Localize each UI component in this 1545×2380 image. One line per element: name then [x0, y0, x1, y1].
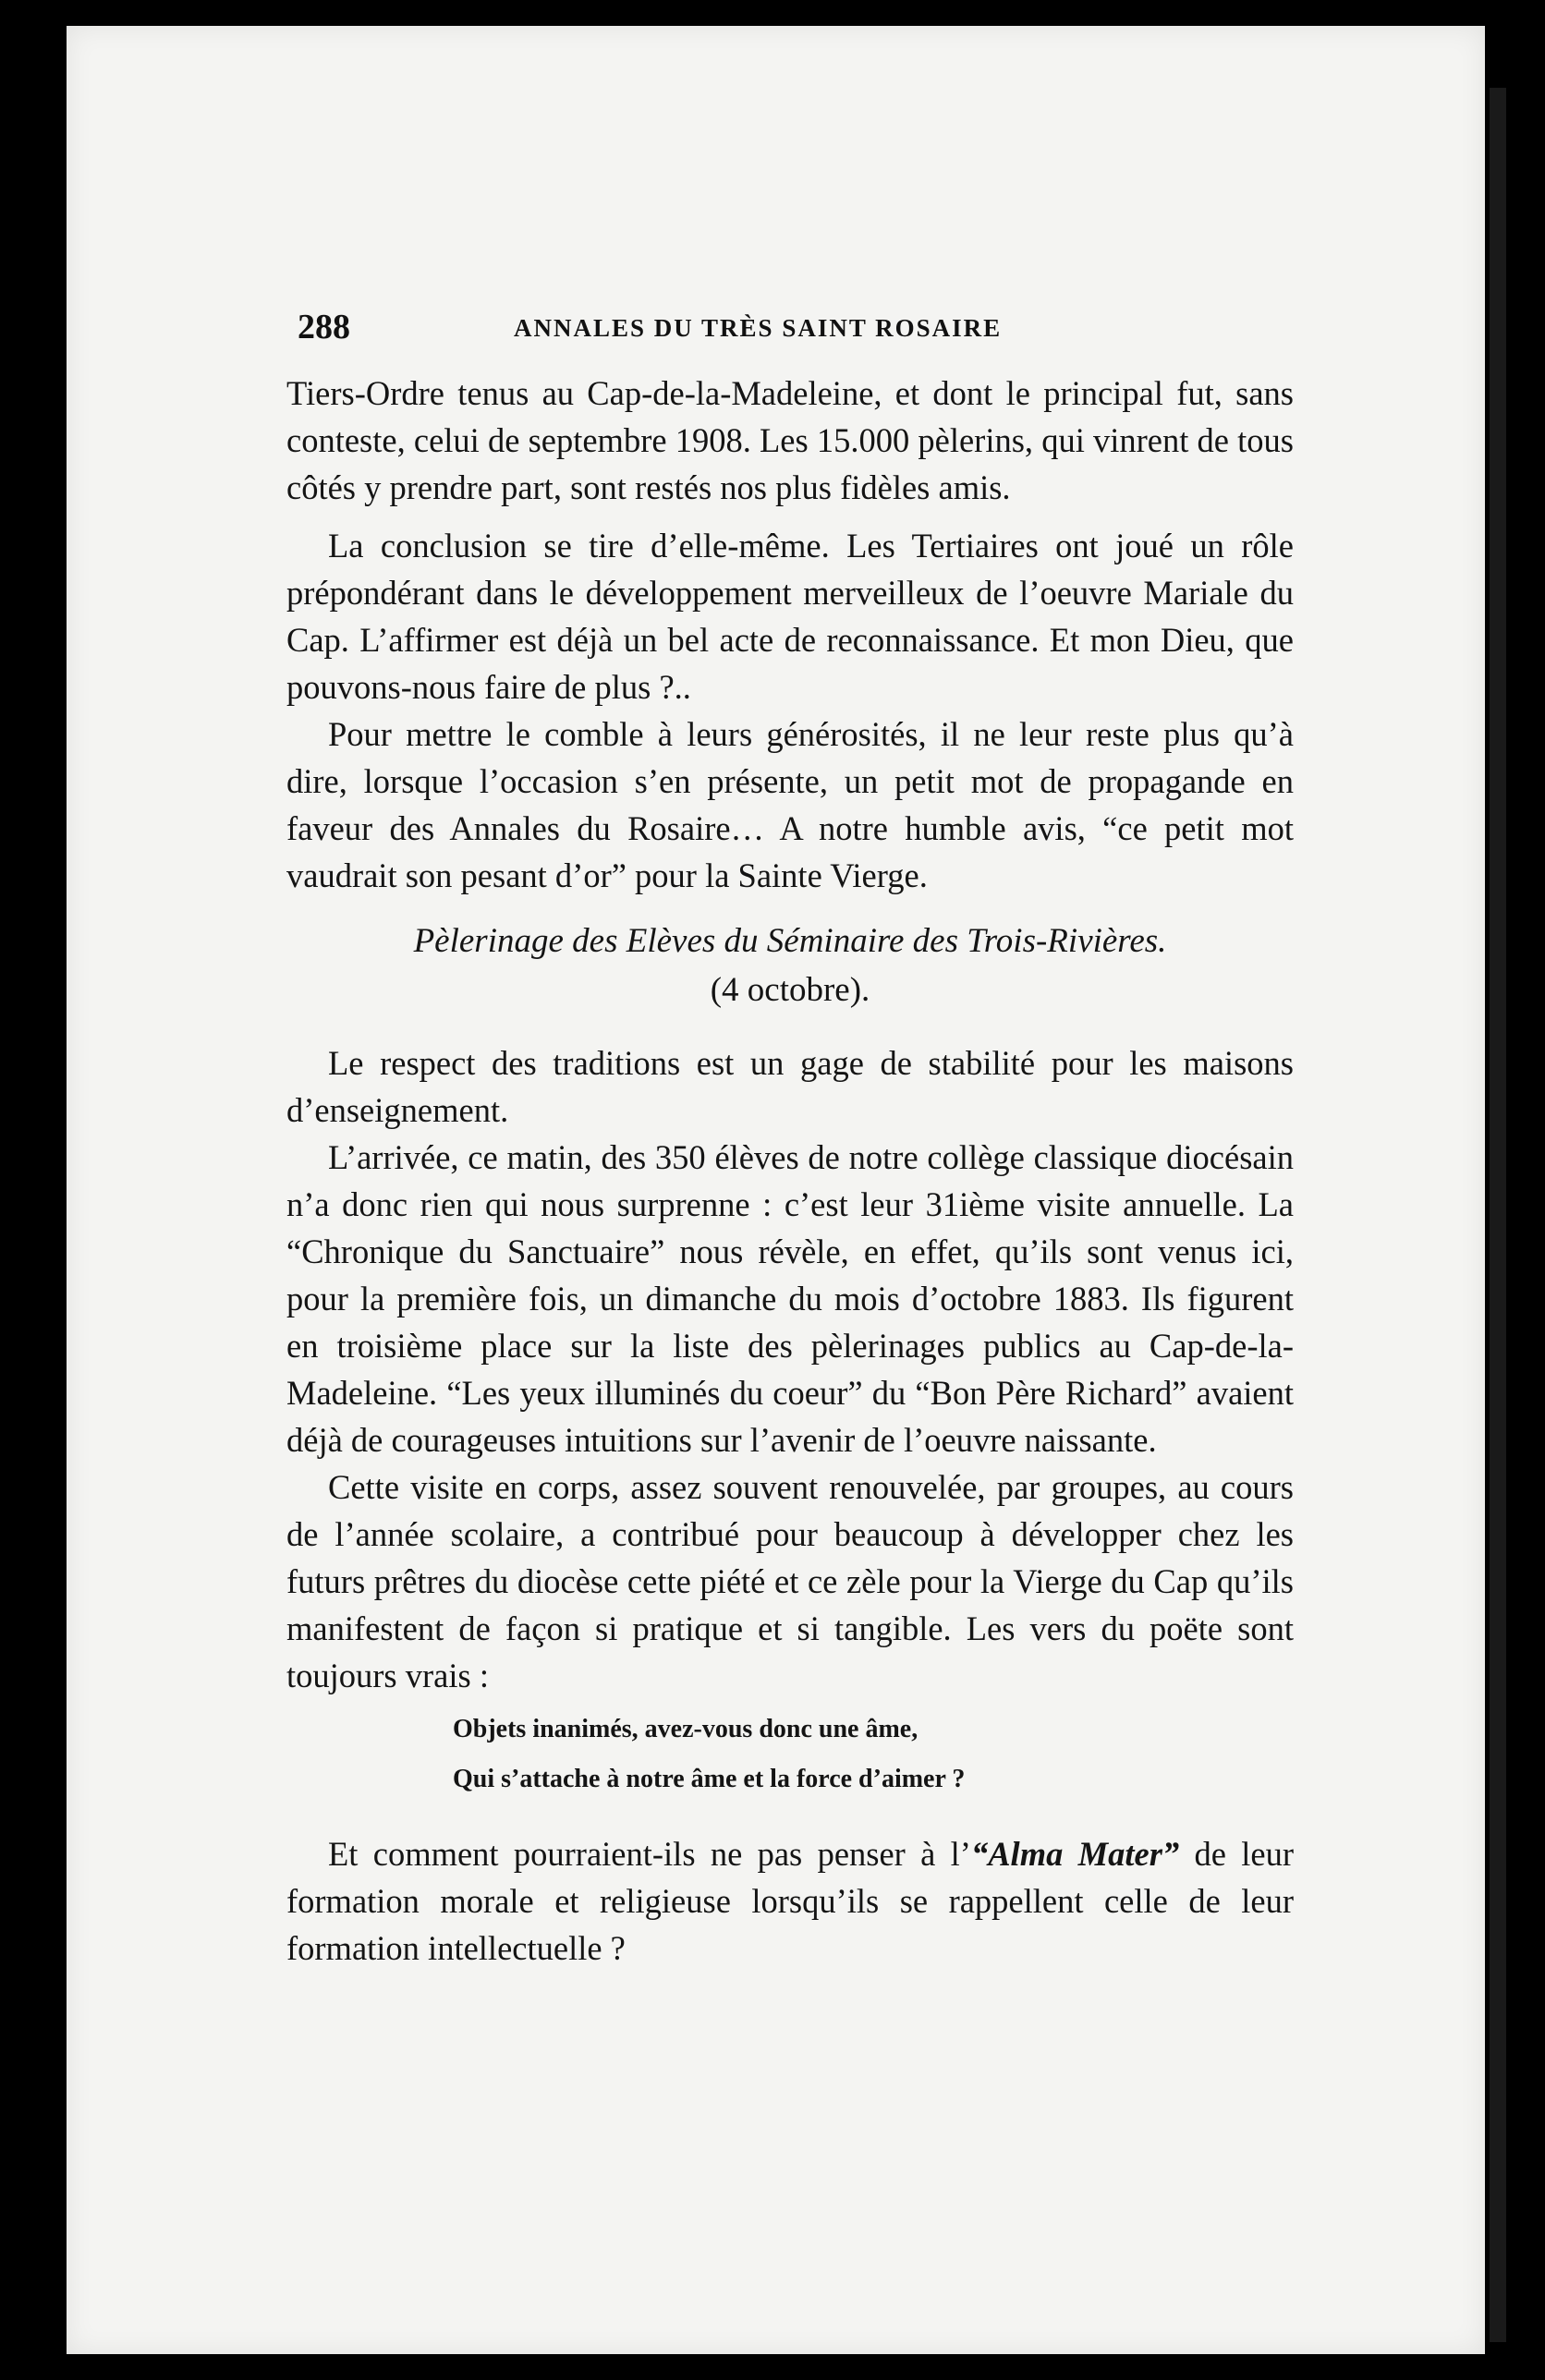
paragraph-alma-mater [286, 1830, 1294, 1972]
poem-line: Qui s’attache à notre âme et la force d’aimer ? [453, 1765, 966, 1793]
section-heading: Pèlerinage des Elèves du Séminaire des Trois-Rivières. [413, 922, 1167, 960]
paragraph-conclusion: La conclusion se tire d’elle-même. Les Tertiaires ont joué un rôle prépondérant dans le développement merveilleux de l’oeuvre Mariale du Cap. L’affirmer est déjà un bel acte de reconnaissance. Et mon Dieu, que pouvons-nous faire de plus ?.. [286, 527, 1294, 706]
paragraph-continuation: Tiers-Ordre tenus au Cap-de-la-Madeleine, et dont le principal fut, sans conteste, celui de septembre 1908. Les 15.000 pèlerins, qui vinrent de tous côtés y prendre part, sont restés nos plus fidèles amis. [286, 374, 1294, 506]
paragraph-propaganda: Pour mettre le comble à leurs générosités, il ne leur reste plus qu’à dire, lorsque l’occasion s’en présente, un petit mot de propagande en faveur des Annales du Rosaire… A notre humble avis, “ce petit mot vaudrait son pesant d’or” pour la Sainte Vierge. [286, 715, 1294, 894]
section-date: (4 octobre). [710, 971, 870, 1009]
alma-mater-phrase: “Alma Mater” [970, 1835, 1180, 1873]
final-text-start: Et comment pourraient-ils ne pas penser à l’ [328, 1835, 971, 1873]
page-number: 288 [298, 308, 350, 346]
paragraph-traditions: Le respect des traditions est un gage de stabilité pour les maisons d’enseignement. [286, 1044, 1294, 1129]
paragraph-visit: Cette visite en corps, assez souvent renouvelée, par groupes, au cours de l’année scolaire, a contribué pour beaucoup à développer chez les futurs prêtres du diocèse cette piété et ce zèle pour la Vierge du Cap qu’ils manifestent de façon si pratique et si tangible. Les vers du poëte sont toujours vrais : [286, 1468, 1294, 1694]
final-text-end: de leur formation morale et religieuse lorsqu’ils se rappellent celle de leur formation intellectuelle ? [286, 1835, 1294, 1967]
poem-line: Objets inanimés, avez-vous donc une âme, [453, 1715, 918, 1743]
paragraph-arrival: L’arrivée, ce matin, des 350 élèves de notre collège classique diocésain n’a donc rien qui nous surprenne : c’est leur 31ième visite annuelle. La “Chronique du Sanctuaire” nous révèle, en effet, qu’ils sont venus ici, pour la première fois, un dimanche du mois d’octobre 1883. Ils figurent en troisième place sur la liste des pèlerinages publics au Cap-de-la-Madeleine. “Les yeux illuminés du coeur” du “Bon Père Richard” avaient déjà de courageuses intuitions sur l’avenir de l’oeuvre naissante. [286, 1138, 1294, 1459]
page-body [286, 370, 1294, 1972]
page-header [298, 307, 1222, 353]
poem-quote [286, 1705, 1294, 1804]
book-spine-edge [1490, 88, 1506, 2342]
running-title: ANNALES DU TRÈS SAINT ROSAIRE [514, 314, 1003, 342]
